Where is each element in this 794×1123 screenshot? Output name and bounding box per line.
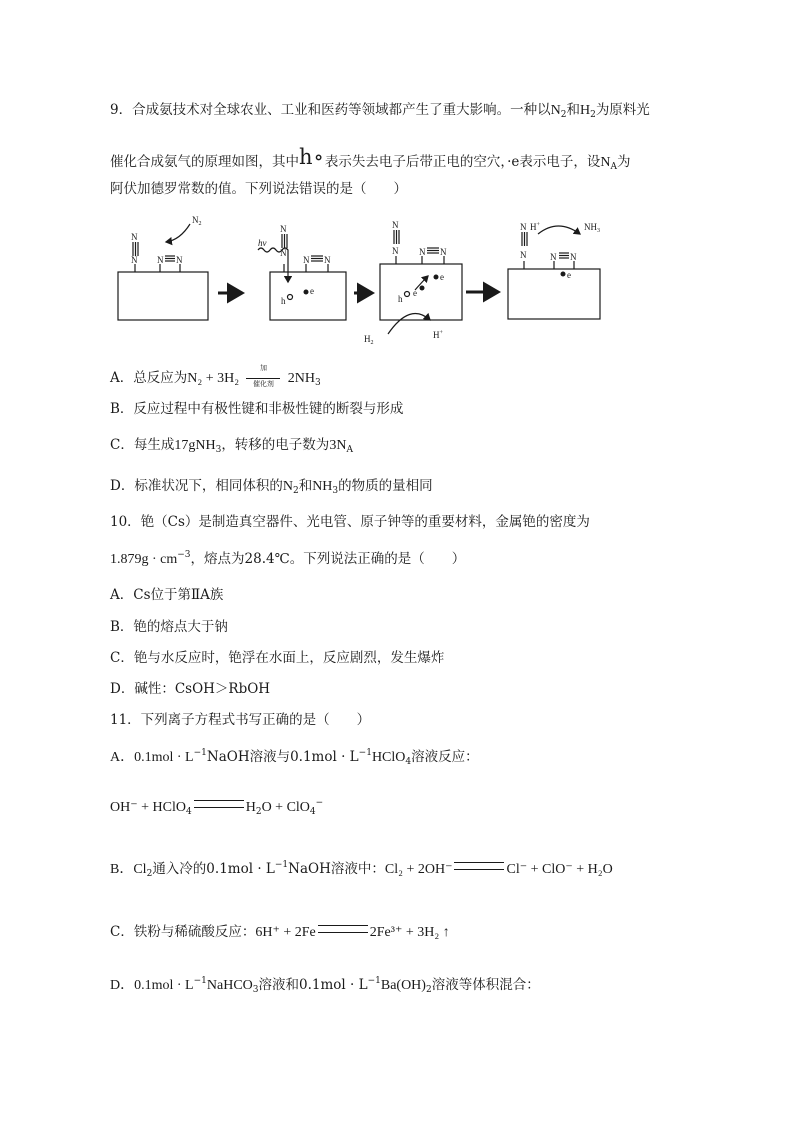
label-n-3a: N [392,220,399,230]
q9-option-d: D．标准状况下，相同体积的$N_2$和$NH_3$的物质的量相同 [110,478,433,496]
label-n-1d: N [176,255,183,265]
q10-option-c: C．铯与水反应时，铯浮在水面上，反应剧烈，发生爆炸 [110,650,445,666]
label-n-2c: N [303,255,310,265]
label-h-plus-out: H+ [433,330,443,340]
q11-option-c: C．铁粉与稀硫酸反应：6H⁺ + 2Fe 2Fe³⁺ + 3H₂ ↑ [110,924,450,940]
q9-option-c: C．每生成17gNH$_3$，转移的电子数为$3N_A$ [110,437,353,455]
q11-option-b: B．$Cl_2$通入冷的$0.1mol \cdot L^{-1}NaOH$溶液中：Cl₂ + 2OH⁻ Cl⁻ + ClO⁻ + H₂O [110,860,613,879]
label-n-2d: N [324,255,331,265]
equals-sign [454,862,504,870]
q9-option-b: B．反应过程中有极性键和非极性键的断裂与形成 [110,401,404,417]
q11-stem: 11．下列离子方程式书写正确的是（ ） [110,712,371,728]
q9-stem-line2: 催化合成氨气的原理如图，其中h∘表示失去电子后带正电的空穴，·e表示电子，设$N_A$为 [110,145,631,172]
reaction-condition: 加 催化剂 [246,364,280,388]
hole-symbol: h∘ [299,145,325,169]
label-n-4d: N [570,252,577,262]
photocatalysis-diagram [110,212,710,350]
label-hole-3: h [398,294,403,304]
label-hv: hν [258,238,267,248]
label-n-3d: N [440,247,447,257]
equals-sign [194,800,244,808]
q9-option-a: A．总反应为N₂ + 3H₂ 加 催化剂 $2NH_3$ [110,364,321,388]
label-e-4: e [567,270,571,280]
label-h2-in: $H_2$ [364,334,374,346]
label-hole-2: h [281,296,286,306]
label-e-3b: e [440,272,444,282]
label-n-1c: N [157,255,164,265]
q10-option-d: D．碱性：CsOH＞RbOH [110,681,271,697]
label-n2-in: $N_2$ [192,215,202,227]
q10-option-a: A．Cs位于第ⅡA族 [110,587,224,603]
label-n-3b: N [392,246,399,256]
label-n-1b: N [131,255,138,265]
q10-stem-line1: 10．铯（Cs）是制造真空器件、光电管、原子钟等的重要材料，金属铯的密度为 [110,514,590,530]
label-n-2b: N [280,248,287,258]
q9-stem-line1: 9．合成氨技术对全球农业、工业和医药等领域都产生了重大影响。一种以$N_2$和$H_2$为原料光 [110,102,650,120]
catalyst-surface-3 [380,264,462,320]
q11-option-a: A．$0.1mol \cdot L^{-1}NaOH$溶液与$0.1mol \cdot L^{-1}HClO_4$溶液反应： [110,748,479,767]
q10-option-b: B．铯的熔点大于钠 [110,619,228,635]
label-e-3: e [413,288,417,298]
label-nh3: $NH_3$ [584,222,600,234]
label-n-2a: N [280,224,287,234]
hydrogenation-arrow [538,226,580,234]
n2-adsorb-arrow [166,224,190,242]
label-e-2: e [310,286,314,296]
q10-stem-line2: $1.879g \cdot cm^{-3}$，熔点为28.4℃。下列说法正确的是（ ） [110,550,466,567]
label-n-4b: N [520,250,527,260]
catalyst-surface-4 [508,269,600,319]
label-n-4c: N [550,252,557,262]
q9-stem-line3: 阿伏加德罗常数的值。下列说法错误的是（ ） [110,181,407,197]
catalyst-surface-1 [118,272,208,320]
q11-option-d: D．$0.1mol \cdot L^{-1}NaHCO_3$溶液和$0.1mol \cdot L^{-1}Ba(OH)_2$溶液等体积混合： [110,976,540,995]
q11-option-a-equation: OH⁻ + HClO$_4$ $H_2O + ClO_4^-$ [110,798,324,817]
h2-oxidation-arrow [388,314,430,334]
label-n-1a: N [131,232,138,242]
label-h-plus: H+ [530,222,540,232]
label-n-3c: N [419,247,426,257]
label-n-4a: N [520,222,527,232]
equals-sign [318,925,368,933]
